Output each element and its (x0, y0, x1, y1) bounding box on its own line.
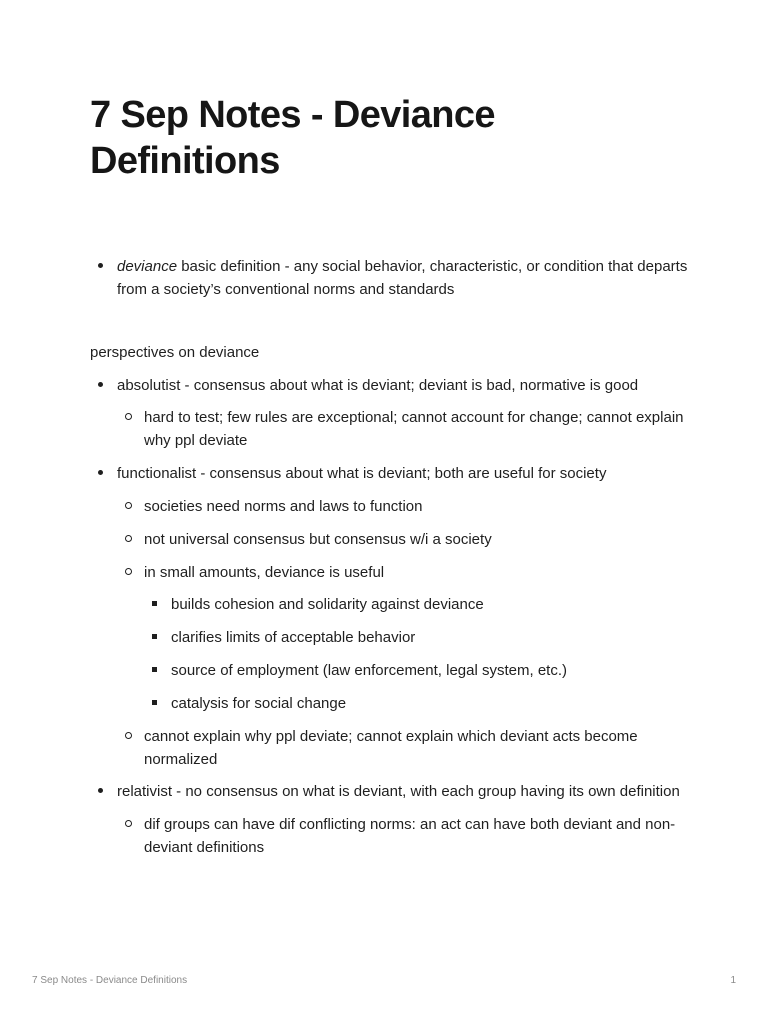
bullet-circle (125, 813, 132, 836)
bullet-square (152, 593, 157, 616)
relativist-text: relativist - no consensus on what is deviant, with each group having its own definition (117, 783, 680, 800)
functionalist-critique-text: cannot explain why ppl deviate; cannot explain which deviant acts become normalized (144, 728, 638, 768)
list-item-functionalist-consensus (90, 528, 690, 551)
list-item-deviance-definition (90, 255, 690, 301)
list-item-functionalist-norms (90, 495, 690, 518)
perspectives-list (90, 374, 690, 859)
bullet-square (152, 692, 157, 715)
bullet-circle (125, 406, 132, 429)
list-item-functionalist (90, 462, 690, 485)
list-item-absolutist-critique (90, 406, 690, 452)
term-deviance: deviance (117, 258, 178, 275)
list-item-cohesion (90, 593, 690, 616)
intro-list (90, 255, 690, 301)
list-item-relativist (90, 780, 690, 803)
bullet-square (152, 626, 157, 649)
absolutist-critique-text: hard to test; few rules are exceptional; cannot account for change; cannot explain why ppl deviate (144, 409, 684, 449)
social-change-text: catalysis for social change (171, 695, 347, 712)
list-item-limits (90, 626, 690, 649)
bullet-square (152, 659, 157, 682)
section-heading: perspectives on deviance (90, 344, 260, 361)
limits-text: clarifies limits of acceptable behavior (171, 629, 416, 646)
list-item-social-change (90, 692, 690, 715)
functionalist-useful-text: in small amounts, deviance is useful (144, 564, 385, 581)
list-item-functionalist-critique (90, 725, 690, 771)
bullet-circle (125, 561, 132, 584)
page-footer (32, 975, 736, 986)
bullet-dot (98, 462, 103, 485)
deviance-definition-text: basic definition - any social behavior, characteristic, or condition that departs from a society’s conventional norms and standards (117, 258, 688, 298)
functionalist-text: functionalist - consensus about what is deviant; both are useful for society (117, 465, 607, 482)
footer-title: 7 Sep Notes - Deviance Definitions (32, 975, 188, 986)
cohesion-text: builds cohesion and solidarity against deviance (171, 596, 484, 613)
list-item-functionalist-useful (90, 561, 690, 584)
relativist-norms-text: dif groups can have dif conflicting norms: an act can have both deviant and non-deviant definitions (144, 816, 676, 856)
list-item-absolutist (90, 374, 690, 397)
list-item-relativist-norms (90, 813, 690, 859)
document-page (90, 92, 690, 859)
bullet-circle (125, 495, 132, 518)
bullet-dot (98, 255, 103, 278)
functionalist-consensus-text: not universal consensus but consensus w/i a society (144, 531, 492, 548)
page-number: 1 (730, 975, 736, 986)
page-title: 7 Sep Notes - Deviance Definitions (90, 94, 495, 182)
bullet-circle (125, 528, 132, 551)
list-item-employment (90, 659, 690, 682)
bullet-dot (98, 374, 103, 397)
bullet-dot (98, 780, 103, 803)
functionalist-norms-text: societies need norms and laws to function (144, 498, 423, 515)
employment-text: source of employment (law enforcement, legal system, etc.) (171, 662, 567, 679)
bullet-circle (125, 725, 132, 748)
absolutist-text: absolutist - consensus about what is deviant; deviant is bad, normative is good (117, 377, 639, 394)
